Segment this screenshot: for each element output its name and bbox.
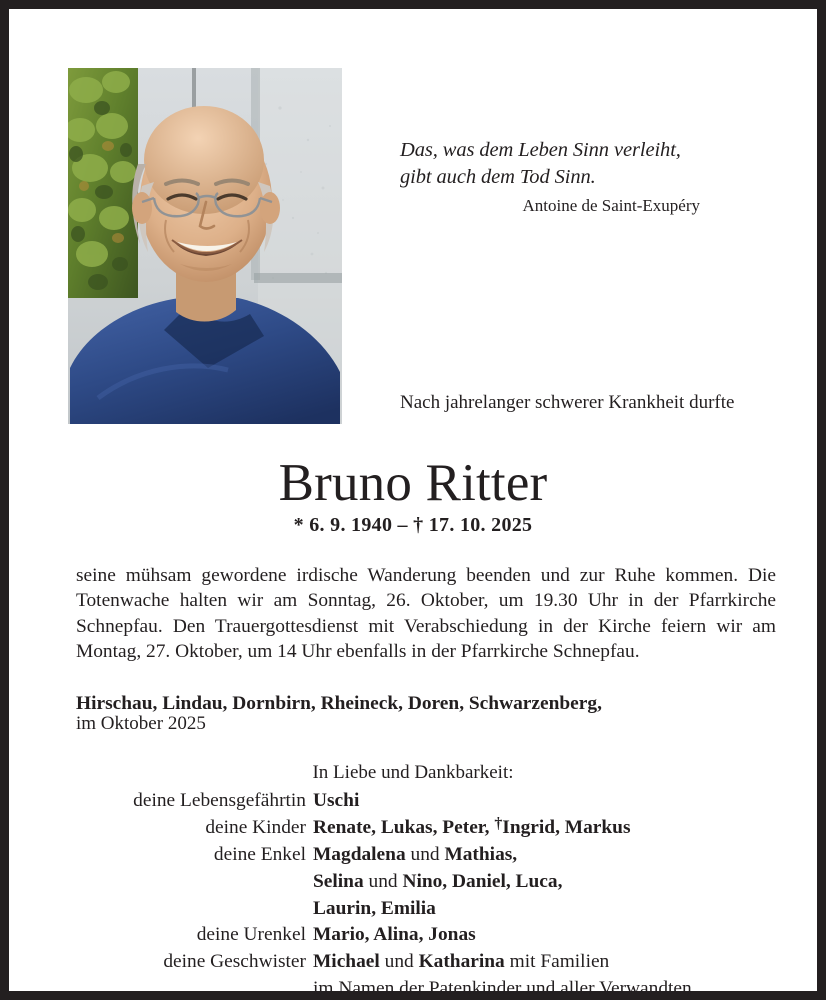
dedication-line: In Liebe und Dankbarkeit: [312,762,514,783]
survivor-relation-label: deine Geschwister [163,951,306,973]
survivor-names: im Namen der Patenkinder und aller Verwandten [313,978,692,1000]
quote-line-1: Das, was dem Leben Sinn verleiht, [400,139,681,161]
survivor-relation-label: deine Enkel [213,843,306,865]
survivor-names: Renate, Lukas, Peter, †Ingrid, Markus [313,815,631,838]
places-list: Hirschau, Lindau, Dornbirn, Rheineck, Doren, Schwarzenberg, [76,693,602,714]
survivor-names: Magdalena und Mathias, [313,843,518,865]
quote-line-2: gibt auch dem Tod Sinn. [400,166,596,189]
portrait-photo [68,68,342,424]
survivor-names: Mario, Alina, Jonas [313,924,476,946]
portrait-photo-artwork [68,68,342,424]
life-dates: * 6. 9. 1940 – † 17. 10. 2025 [293,514,533,536]
survivor-row [76,869,776,896]
survivor-relation-label: deine Urenkel [196,924,306,946]
survivor-row [76,976,776,1003]
survivor-row [76,842,776,869]
survivor-row [76,815,776,842]
survivor-relation-label: deine Lebensgefährtin [133,790,306,811]
intro-text: Nach jahrelanger schwerer Krankheit durfte [400,392,735,413]
quote-attribution: Antoine de Saint-Exupéry [522,196,700,215]
survivor-row [76,788,776,815]
survivors-list [76,788,776,1003]
survivor-row [76,949,776,976]
notice-page [9,9,817,1000]
survivor-names: Michael und Katharina mit Familien [313,951,610,973]
survivor-names: Laurin, Emilia [313,897,436,919]
page-title: Bruno Ritter [278,454,548,512]
announcement-body: seine mühsam gewordene irdische Wanderung beenden und zur Ruhe kommen. Die Totenwache halten wir am Sonntag, 26. Oktober, um 19.30 Uhr in der Pfarrkirche Schnepfau. Den Trauergottesdienst mit Verabschiedung in der Kirche feiern wir am Montag, 27. Oktober, um 14 Uhr ebenfalls in der Pfarrkirche Schnepfau. [76,565,776,663]
survivor-row [76,922,776,949]
survivor-row [76,896,776,923]
quote-text [400,137,700,192]
notice-month: im Oktober 2025 [76,713,206,734]
survivor-names: Uschi [313,790,360,811]
survivor-relation-label: deine Kinder [205,816,306,838]
survivor-names: Selina und Nino, Daniel, Luca, [313,870,563,892]
